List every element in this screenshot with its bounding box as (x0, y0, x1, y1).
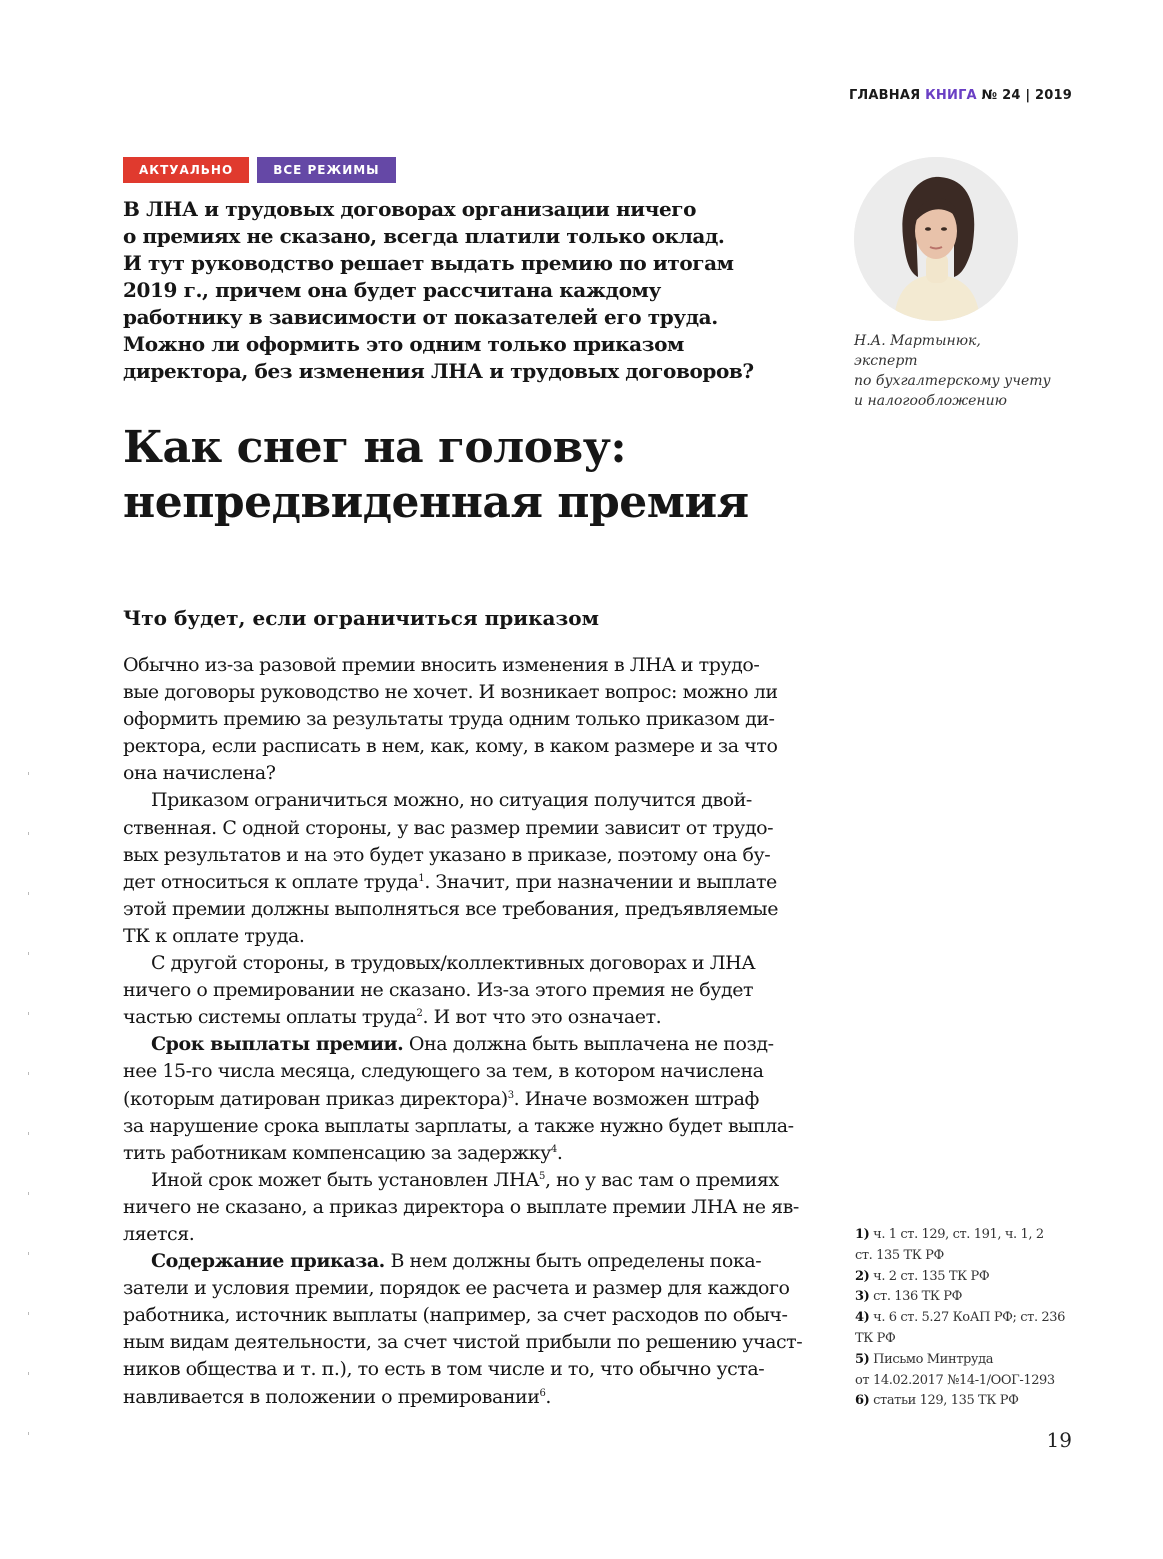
lead-line: о премиях не сказано, всегда платили только оклад. (123, 224, 725, 248)
footnote-line (855, 1267, 1095, 1288)
body-line (123, 652, 809, 679)
body-text: . (556, 1141, 563, 1164)
margin-guide (28, 772, 29, 1444)
body-line (123, 1058, 809, 1085)
author-role: по бухгалтерскому учету (854, 373, 1051, 389)
body-line (123, 1275, 809, 1302)
footnote-ref[interactable]: 5 (539, 1170, 545, 1182)
footnote-text: статьи 129, 135 ТК РФ (873, 1393, 1019, 1409)
body-text: работника, источник выплаты (например, за счет расходов по обыч- (123, 1304, 788, 1327)
body-line (123, 1031, 809, 1058)
inline-heading: Содержание приказа. (151, 1250, 385, 1273)
body-line (123, 950, 809, 977)
body-text: вые договоры руководство не хочет. И возникает вопрос: можно ли (123, 681, 778, 704)
body-text: С другой стороны, в трудовых/коллективных договорах и ЛНА (151, 952, 756, 975)
body-line (123, 896, 809, 923)
body-line (123, 1194, 809, 1221)
lead-question (123, 196, 783, 385)
footnote-number: 5) (855, 1351, 870, 1367)
body-line (123, 1248, 809, 1275)
body-line (123, 923, 809, 950)
footnote-line (855, 1287, 1095, 1308)
footnote-text: ч. 2 ст. 135 ТК РФ (873, 1268, 990, 1284)
footnote-number: 1) (855, 1227, 870, 1242)
author-role: и налогообложению (854, 393, 1007, 409)
body-line (123, 1329, 809, 1356)
body-line (123, 1221, 809, 1248)
footnote-text: Письмо Минтруда (873, 1351, 994, 1367)
article-title (123, 420, 749, 530)
body-line (123, 1167, 809, 1194)
section-heading: Что будет, если ограничиться приказом (123, 606, 599, 630)
footnote-ref[interactable]: 6 (539, 1387, 546, 1399)
footnote-line (855, 1308, 1095, 1329)
title-line: непредвиденная премия (123, 477, 749, 528)
body-text: вых результатов и на это будет указано в приказе, поэтому она бу- (123, 843, 771, 866)
body-line (123, 1086, 809, 1113)
body-text: этой премии должны выполняться все требования, предъявляемые (123, 897, 779, 920)
footnote-text: ст. 135 ТК РФ (855, 1247, 944, 1263)
lead-line: 2019 г., причем она будет рассчитана каждому (123, 278, 661, 302)
body-text: ников общества и т. п.), то есть в том числе и то, что обычно уста- (123, 1358, 765, 1381)
lead-line: Можно ли оформить это одним только приказом (123, 332, 684, 356)
body-line (123, 869, 809, 896)
footnote (855, 1225, 1095, 1267)
body-text: ничего не сказано, а приказ директора о выплате премии ЛНА не яв- (123, 1195, 799, 1218)
body-text: Приказом ограничиться можно, но ситуация получится двой- (151, 789, 752, 812)
body-text: она начислена? (123, 762, 276, 785)
footnote-line (855, 1246, 1095, 1267)
tag-all-regimes[interactable]: ВСЕ РЕЖИМЫ (257, 157, 395, 183)
body-line (123, 679, 809, 706)
page-number: 19 (1046, 1428, 1072, 1452)
body-text: ственная. С одной стороны, у вас размер премии зависит от трудо- (123, 816, 774, 839)
lead-line: В ЛНА и трудовых договорах организации ничего (123, 197, 697, 221)
body-line (123, 760, 809, 787)
footnote (855, 1287, 1095, 1308)
body-text: затели и условия премии, порядок ее расчета и размер для каждого (123, 1277, 790, 1300)
body-line (123, 1302, 809, 1329)
footnotes (855, 1225, 1095, 1412)
body-text: ректора, если расписать в нем, как, кому, в каком размере и за что (123, 735, 778, 758)
body-text: В нем должны быть определены пока- (384, 1250, 762, 1273)
footnote-line (855, 1350, 1095, 1371)
body-text: Она должна быть выплачена не позд- (403, 1033, 774, 1056)
body-text: ТК к оплате труда. (123, 924, 305, 947)
footnote-line (855, 1329, 1095, 1350)
body-text: , но у вас там о премиях (544, 1168, 779, 1191)
footnote-line (855, 1225, 1095, 1246)
footnote (855, 1308, 1095, 1350)
footnote-text: ч. 1 ст. 129, ст. 191, ч. 1, 2 (873, 1227, 1044, 1242)
footnote-text: ст. 136 ТК РФ (873, 1289, 963, 1305)
body-text: Иной срок может быть установлен ЛНА (151, 1168, 540, 1191)
footnote-text: ч. 6 ст. 5.27 КоАП РФ; ст. 236 (873, 1310, 1066, 1326)
tag-row (123, 157, 396, 183)
footnote-line (855, 1371, 1095, 1392)
body-text: . Иначе возможен штраф (513, 1087, 759, 1110)
footnote (855, 1350, 1095, 1392)
body-text: ным видам деятельности, за счет чистой прибыли по решению участ- (123, 1331, 803, 1354)
author-name: Н.А. Мартынюк, (854, 333, 981, 349)
body-text: оформить премию за результаты труда одним только приказом ди- (123, 708, 775, 731)
author-photo (854, 157, 1018, 321)
body-line (123, 706, 809, 733)
footnote-number: 4) (855, 1310, 870, 1326)
body-text: частью системы оплаты труда (123, 1006, 417, 1029)
body-line (123, 1356, 809, 1383)
body-line (123, 1384, 809, 1411)
masthead-title-accent: КНИГА (925, 88, 977, 103)
footnote-number: 2) (855, 1268, 870, 1284)
masthead-issue: № 24 | 2019 (981, 88, 1072, 103)
body-text: . Значит, при назначении и выплате (424, 870, 777, 893)
footnote-ref[interactable]: 2 (416, 1008, 423, 1020)
inline-heading: Срок выплаты премии. (151, 1033, 404, 1056)
author-role: эксперт (854, 353, 918, 369)
body-text: . (545, 1385, 551, 1408)
body-text: (которым датирован приказ директора) (123, 1087, 508, 1110)
tag-actual[interactable]: АКТУАЛЬНО (123, 157, 249, 183)
body-line (123, 787, 809, 814)
body-text: ничего о премировании не сказано. Из-за этого премия не будет (123, 979, 754, 1002)
footnote-text: ТК РФ (855, 1330, 896, 1346)
body-text: нее 15-го числа месяца, следующего за тем, в котором начислена (123, 1060, 764, 1083)
body-text: дет относиться к оплате труда (123, 870, 419, 893)
footnote-ref[interactable]: 3 (507, 1089, 514, 1101)
body-line (123, 1140, 809, 1167)
article-body (123, 652, 809, 1411)
body-text: ляется. (123, 1222, 195, 1245)
footnote (855, 1391, 1095, 1412)
body-text: за нарушение срока выплаты зарплаты, а также нужно будет выпла- (123, 1114, 794, 1137)
body-line (123, 815, 809, 842)
footnote-number: 3) (855, 1289, 870, 1305)
body-line (123, 733, 809, 760)
body-line (123, 1113, 809, 1140)
footnote-ref[interactable]: 4 (550, 1143, 557, 1155)
footnote-line (855, 1391, 1095, 1412)
body-line (123, 842, 809, 869)
body-line (123, 1004, 809, 1031)
body-text: тить работникам компенсацию за задержку (123, 1141, 551, 1164)
footnote-ref[interactable]: 1 (418, 872, 425, 884)
lead-line: И тут руководство решает выдать премию по итогам (123, 251, 734, 275)
body-text: навливается в положении о премировании (123, 1385, 540, 1408)
lead-line: директора, без изменения ЛНА и трудовых договоров? (123, 359, 754, 383)
footnote-text: от 14.02.2017 №14-1/ООГ-1293 (855, 1372, 1055, 1388)
footnote-number: 6) (855, 1393, 870, 1409)
body-line (123, 977, 809, 1004)
lead-line: работнику в зависимости от показателей его труда. (123, 305, 718, 329)
masthead (849, 88, 1072, 103)
title-line: Как снег на голову: (123, 422, 627, 473)
author-caption (854, 331, 1051, 411)
masthead-title: ГЛАВНАЯ (848, 88, 921, 103)
footnote (855, 1267, 1095, 1288)
body-text: . И вот что это означает. (422, 1006, 662, 1029)
body-text: Обычно из-за разовой премии вносить изменения в ЛНА и трудо- (123, 654, 760, 676)
